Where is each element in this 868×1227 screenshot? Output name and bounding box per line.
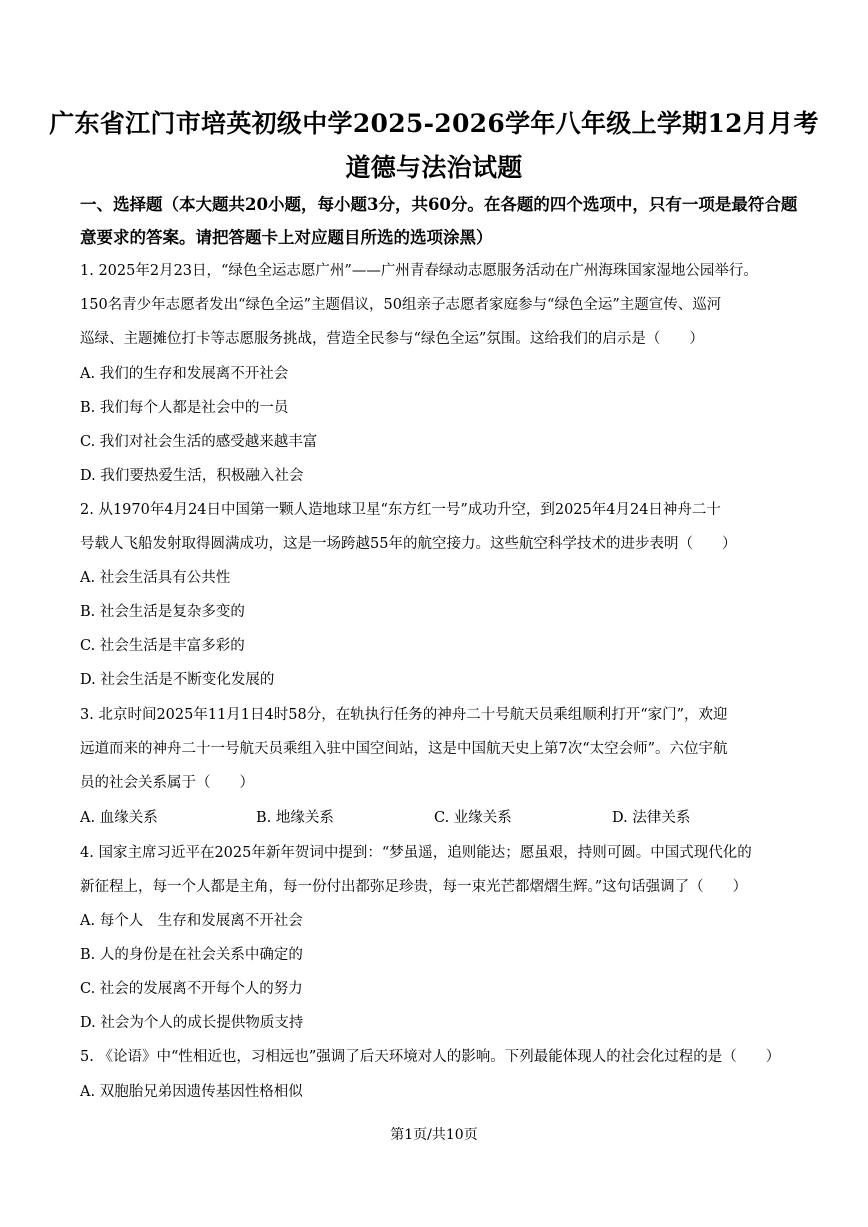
question-1-option-d: D. 我们要热爱生活，积极融入社会 xyxy=(80,468,304,484)
question-3-option-c: C. 业缘关系 xyxy=(434,810,512,826)
exam-title: 广东省江门市培英初级中学2025-2026学年八年级上学期12月月考 xyxy=(49,109,819,138)
question-4-option-a: A. 每个人 生存和发展离不开社会 xyxy=(80,913,303,929)
question-2-text: 号载人飞船发射取得圆满成功，这是一场跨越55年的航空接力。这些航空科学技术的进步表明（ ） xyxy=(80,536,737,552)
question-3-option-d: D. 法律关系 xyxy=(612,810,691,826)
question-3-option-b: B. 地缘关系 xyxy=(256,810,334,826)
question-2-option-c: C. 社会生活是丰富多彩的 xyxy=(80,638,245,654)
question-4-option-c: C. 社会的发展离不开每个人的努力 xyxy=(80,981,303,997)
question-5-text: 5. 《论语》中“性相近也，习相远也”强调了后天环境对人的影响。下列最能体现人的社会化过程的是（ ） xyxy=(80,1049,781,1065)
question-1-option-c: C. 我们对社会生活的感受越来越丰富 xyxy=(80,434,318,450)
question-4-text: 4. 国家主席习近平在2025年新年贺词中提到：“梦虽遥，追则能达；愿虽艰，持则可圆。中国式现代化的 xyxy=(80,845,752,861)
question-3-text: 远道而来的神舟二十一号航天员乘组入驻中国空间站，这是中国航天史上第7次“太空会师”。六位宇航 xyxy=(80,741,728,757)
question-2-option-b: B. 社会生活是复杂多变的 xyxy=(80,604,245,620)
page-number: 第1页/共10页 xyxy=(390,1127,478,1143)
question-1-text: 150名青少年志愿者发出“绿色全运”主题倡议，50组亲子志愿者家庭参与“绿色全运”主题宣传、巡河 xyxy=(80,297,722,313)
section-instructions: 一、选择题（本大题共20小题，每小题3分，共60分。在各题的四个选项中，只有一项是最符合题意要求的答案。请把答题卡上对应题目所选的选项涂黑） xyxy=(80,195,798,247)
question-4-option-b: B. 人的身份是在社会关系中确定的 xyxy=(80,947,303,963)
question-5-option-a: A. 双胞胎兄弟因遗传基因性格相似 xyxy=(80,1084,303,1100)
question-4-option-d: D. 社会为个人的成长提供物质支持 xyxy=(80,1015,304,1031)
question-1-text: 1. 2025年2月23日，“绿色全运志愿广州”——广州青春绿动志愿服务活动在广州海珠国家湿地公园举行。 xyxy=(80,263,758,279)
question-2-text: 2. 从1970年4月24日中国第一颗人造地球卫星“东方红一号”成功升空，到2025年4月24日神舟二十 xyxy=(80,502,721,518)
question-1-text: 巡绿、主题摊位打卡等志愿服务挑战，营造全民参与“绿色全运”氛围。这给我们的启示是（ ） xyxy=(80,331,704,347)
question-3-text: 员的社会关系属于（ ） xyxy=(80,775,254,791)
question-2-option-a: A. 社会生活具有公共性 xyxy=(80,570,231,586)
question-3-text: 3. 北京时间2025年11月1日4时58分，在轨执行任务的神舟二十号航天员乘组顺利打开“家门”，欢迎 xyxy=(80,707,728,723)
question-1-option-a: A. 我们的生存和发展离不开社会 xyxy=(80,366,289,382)
question-4-text: 新征程上，每一个人都是主角，每一份付出都弥足珍贵，每一束光芒都熠熠生辉。”这句话强调了（ ） xyxy=(80,879,748,895)
question-3-option-a: A. 血缘关系 xyxy=(80,810,158,826)
question-1-option-b: B. 我们每个人都是社会中的一员 xyxy=(80,400,289,416)
question-2-option-d: D. 社会生活是不断变化发展的 xyxy=(80,672,275,688)
exam-subtitle: 道德与法治试题 xyxy=(345,153,523,182)
